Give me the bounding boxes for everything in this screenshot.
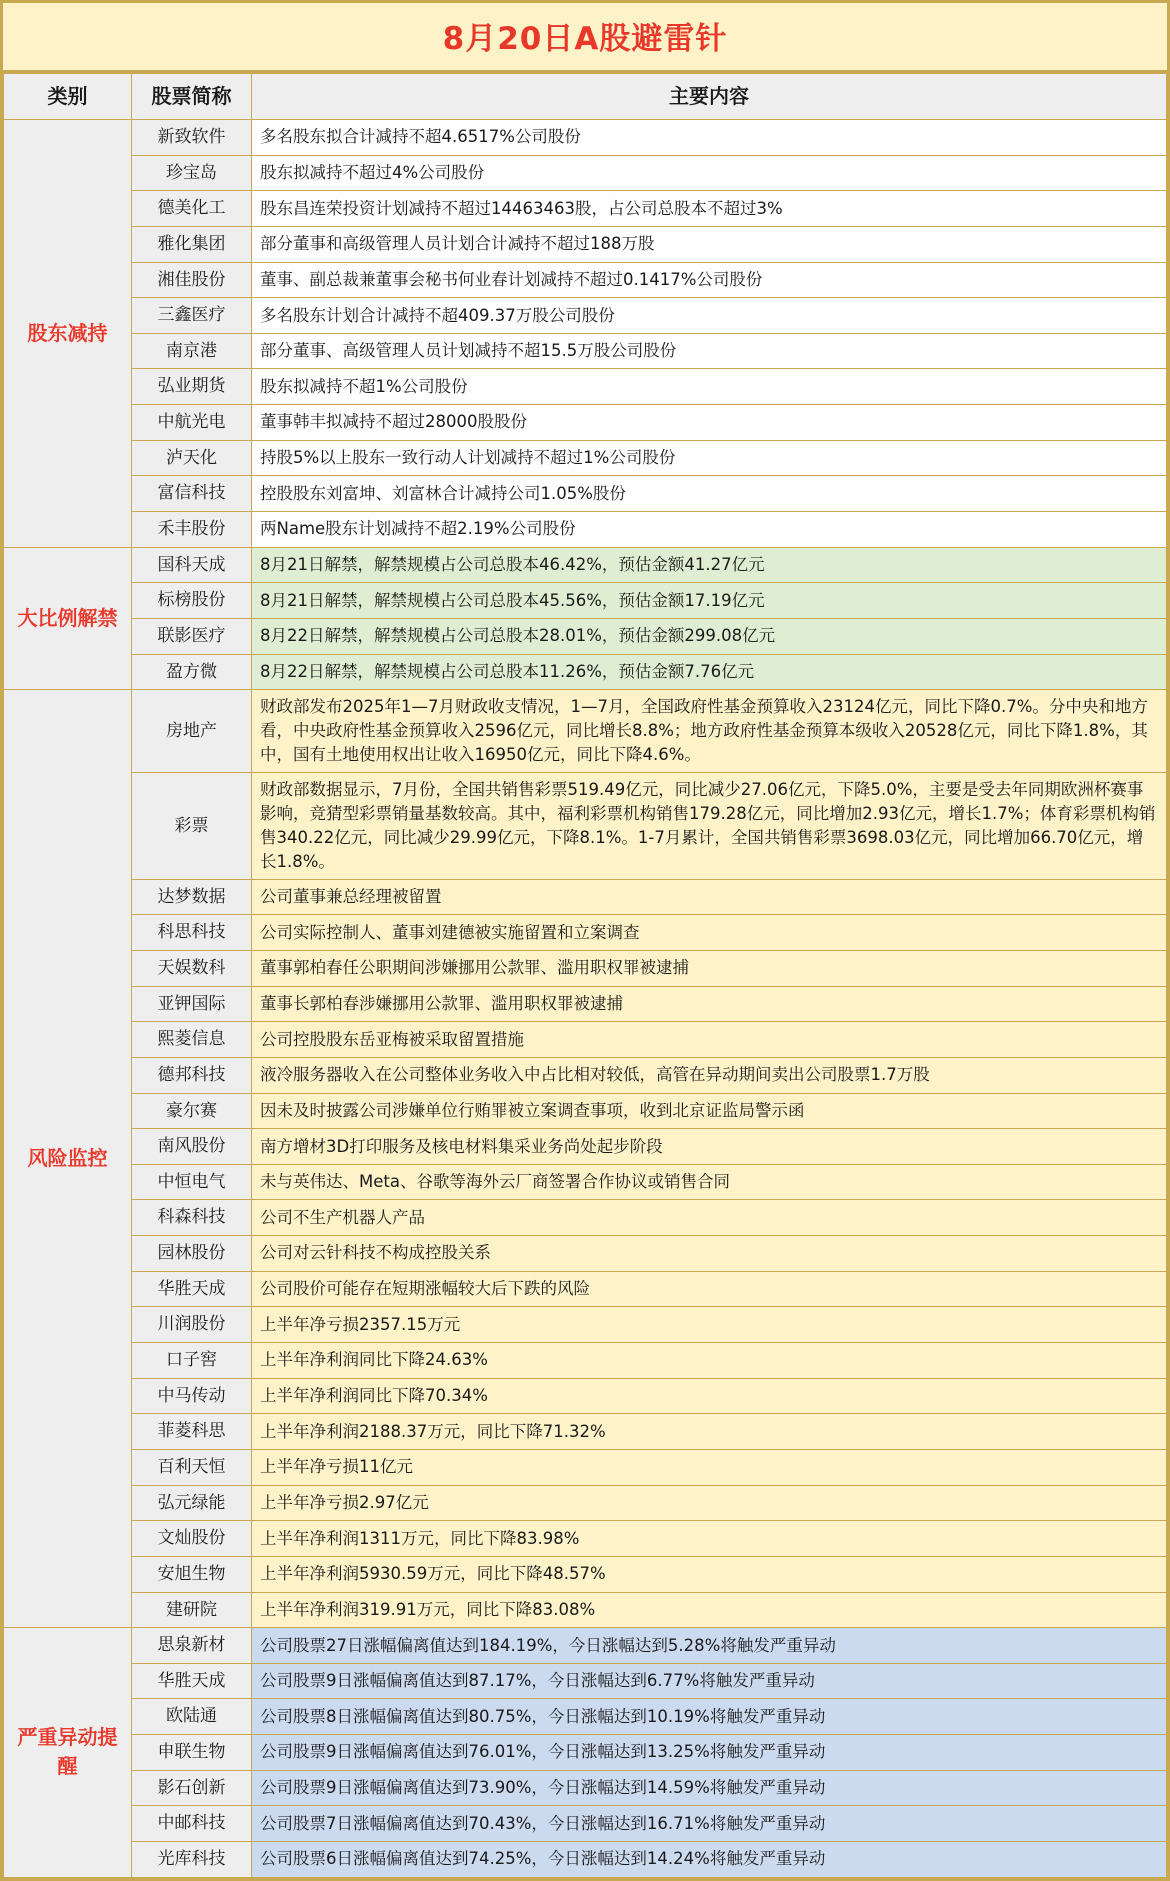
content-cell: 8月21日解禁，解禁规模占公司总股本45.56%，预估金额17.19亿元 — [252, 583, 1167, 619]
table-row — [4, 120, 1167, 156]
content-cell: 公司股票27日涨幅偏离值达到184.19%，今日涨幅达到5.28%将触发严重异动 — [252, 1628, 1167, 1664]
table-row — [4, 1485, 1167, 1521]
table-row — [4, 369, 1167, 405]
table-row — [4, 1271, 1167, 1307]
content-cell: 上半年净利润同比下降70.34% — [252, 1378, 1167, 1414]
risk-alert-table — [3, 73, 1167, 1878]
table-body — [4, 120, 1167, 1878]
content-cell: 持股5%以上股东一致行动人计划减持不超过1%公司股份 — [252, 440, 1167, 476]
stock-name-cell: 欧陆通 — [132, 1699, 252, 1735]
table-row — [4, 1628, 1167, 1664]
stock-name-cell: 建研院 — [132, 1592, 252, 1628]
table-row — [4, 226, 1167, 262]
stock-name-cell: 中邮科技 — [132, 1806, 252, 1842]
stock-name-cell: 百利天恒 — [132, 1449, 252, 1485]
stock-name-cell: 华胜天成 — [132, 1271, 252, 1307]
content-cell: 公司董事兼总经理被留置 — [252, 879, 1167, 915]
content-cell: 董事长郭柏春涉嫌挪用公款罪、滥用职权罪被逮捕 — [252, 986, 1167, 1022]
page-title-bar — [3, 3, 1167, 73]
stock-name-cell: 德美化工 — [132, 191, 252, 227]
stock-name-cell: 德邦科技 — [132, 1057, 252, 1093]
content-cell: 南方增材3D打印服务及核电材料集采业务尚处起步阶段 — [252, 1129, 1167, 1165]
table-row — [4, 1699, 1167, 1735]
stock-name-cell: 川润股份 — [132, 1307, 252, 1343]
content-cell: 公司不生产机器人产品 — [252, 1200, 1167, 1236]
table-row — [4, 1842, 1167, 1878]
stock-name-cell: 禾丰股份 — [132, 512, 252, 548]
table-row — [4, 1022, 1167, 1058]
table-row — [4, 583, 1167, 619]
stock-name-cell: 新致软件 — [132, 120, 252, 156]
content-cell: 8月22日解禁，解禁规模占公司总股本11.26%，预估金额7.76亿元 — [252, 654, 1167, 690]
table-row — [4, 405, 1167, 441]
stock-name-cell: 南风股份 — [132, 1129, 252, 1165]
table-row — [4, 512, 1167, 548]
content-cell: 液冷服务器收入在公司整体业务收入中占比相对较低，高管在异动期间卖出公司股票1.7万股 — [252, 1057, 1167, 1093]
stock-name-cell: 熙菱信息 — [132, 1022, 252, 1058]
table-row — [4, 950, 1167, 986]
content-cell: 多名股东计划合计减持不超409.37万股公司股份 — [252, 298, 1167, 334]
stock-name-cell: 天娱数科 — [132, 950, 252, 986]
stock-name-cell: 湘佳股份 — [132, 262, 252, 298]
column-header-content: 主要内容 — [252, 74, 1167, 120]
stock-name-cell: 泸天化 — [132, 440, 252, 476]
stock-name-cell: 光库科技 — [132, 1842, 252, 1878]
table-row — [4, 1414, 1167, 1450]
content-cell: 财政部数据显示，7月份，全国共销售彩票519.49亿元，同比减少27.06亿元，下降5.0%，主要是受去年同期欧洲杯赛事影响，竞猜型彩票销量基数较高。其中，福利彩票机构销售179.28亿元，同比增加2.93亿元，增长1.7%；体育彩票机构销售340.22亿元，同比减少29.99亿元，下降8.1%。1-7月累计，全国共销售彩票3698.03亿元，同比增加66.70亿元，增长1.8%。 — [252, 773, 1167, 880]
category-cell: 风险监控 — [4, 690, 132, 1628]
content-cell: 董事韩丰拟减持不超过28000股股份 — [252, 405, 1167, 441]
content-cell: 董事郭柏春任公职期间涉嫌挪用公款罪、滥用职权罪被逮捕 — [252, 950, 1167, 986]
table-row — [4, 1663, 1167, 1699]
content-cell: 公司控股股东岳亚梅被采取留置措施 — [252, 1022, 1167, 1058]
stock-name-cell: 弘元绿能 — [132, 1485, 252, 1521]
content-cell: 8月22日解禁，解禁规模占公司总股本28.01%，预估金额299.08亿元 — [252, 618, 1167, 654]
content-cell: 财政部发布2025年1—7月财政收支情况，1—7月，全国政府性基金预算收入23124亿元，同比下降0.7%。分中央和地方看，中央政府性基金预算收入2596亿元，同比增长8.8%；地方政府性基金预算本级收入20528亿元，同比下降1.8%，其中，国有土地使用权出让收入16950亿元，同比下降4.6%。 — [252, 690, 1167, 773]
table-row — [4, 155, 1167, 191]
table-row — [4, 547, 1167, 583]
stock-name-cell: 盈方微 — [132, 654, 252, 690]
stock-name-cell: 申联生物 — [132, 1735, 252, 1771]
content-cell: 多名股东拟合计减持不超4.6517%公司股份 — [252, 120, 1167, 156]
stock-name-cell: 口子窖 — [132, 1343, 252, 1379]
content-cell: 部分董事和高级管理人员计划合计减持不超过188万股 — [252, 226, 1167, 262]
content-cell: 上半年净利润同比下降24.63% — [252, 1343, 1167, 1379]
table-row — [4, 1236, 1167, 1272]
stock-name-cell: 菲菱科思 — [132, 1414, 252, 1450]
stock-name-cell: 科思科技 — [132, 915, 252, 951]
table-row — [4, 654, 1167, 690]
content-cell: 上半年净亏损2357.15万元 — [252, 1307, 1167, 1343]
stock-name-cell: 华胜天成 — [132, 1663, 252, 1699]
table-row — [4, 1770, 1167, 1806]
content-cell: 公司股票6日涨幅偏离值达到74.25%，今日涨幅达到14.24%将触发严重异动 — [252, 1842, 1167, 1878]
content-cell: 董事、副总裁兼董事会秘书何业春计划减持不超过0.1417%公司股份 — [252, 262, 1167, 298]
content-cell: 上半年净利润1311万元，同比下降83.98% — [252, 1521, 1167, 1557]
table-row — [4, 1735, 1167, 1771]
stock-name-cell: 安旭生物 — [132, 1556, 252, 1592]
content-cell: 控股股东刘富坤、刘富林合计减持公司1.05%股份 — [252, 476, 1167, 512]
stock-name-cell: 园林股份 — [132, 1236, 252, 1272]
table-row — [4, 1806, 1167, 1842]
table-row — [4, 1378, 1167, 1414]
table-row — [4, 1592, 1167, 1628]
content-cell: 公司股票7日涨幅偏离值达到70.43%，今日涨幅达到16.71%将触发严重异动 — [252, 1806, 1167, 1842]
stock-name-cell: 影石创新 — [132, 1770, 252, 1806]
stock-name-cell: 彩票 — [132, 773, 252, 880]
column-header-stock: 股票简称 — [132, 74, 252, 120]
stock-name-cell: 亚钾国际 — [132, 986, 252, 1022]
content-cell: 上半年净利润2188.37万元，同比下降71.32% — [252, 1414, 1167, 1450]
stock-name-cell: 中航光电 — [132, 405, 252, 441]
table-row — [4, 915, 1167, 951]
stock-name-cell: 中恒电气 — [132, 1164, 252, 1200]
table-row — [4, 333, 1167, 369]
stock-name-cell: 思泉新材 — [132, 1628, 252, 1664]
stock-name-cell: 雅化集团 — [132, 226, 252, 262]
stock-name-cell: 文灿股份 — [132, 1521, 252, 1557]
content-cell: 公司股票9日涨幅偏离值达到76.01%，今日涨幅达到13.25%将触发严重异动 — [252, 1735, 1167, 1771]
content-cell: 部分董事、高级管理人员计划减持不超15.5万股公司股份 — [252, 333, 1167, 369]
content-cell: 公司实际控制人、董事刘建德被实施留置和立案调查 — [252, 915, 1167, 951]
table-row — [4, 1200, 1167, 1236]
content-cell: 股东拟减持不超1%公司股份 — [252, 369, 1167, 405]
content-cell: 两Name股东计划减持不超2.19%公司股份 — [252, 512, 1167, 548]
stock-name-cell: 达梦数据 — [132, 879, 252, 915]
table-row — [4, 1129, 1167, 1165]
content-cell: 股东昌连荣投资计划减持不超过14463463股，占公司总股本不超过3% — [252, 191, 1167, 227]
table-row — [4, 879, 1167, 915]
stock-name-cell: 房地产 — [132, 690, 252, 773]
stock-name-cell: 三鑫医疗 — [132, 298, 252, 334]
content-cell: 公司股票9日涨幅偏离值达到73.90%，今日涨幅达到14.59%将触发严重异动 — [252, 1770, 1167, 1806]
table-row — [4, 1057, 1167, 1093]
table-row — [4, 440, 1167, 476]
content-cell: 上半年净亏损2.97亿元 — [252, 1485, 1167, 1521]
content-cell: 公司股价可能存在短期涨幅较大后下跌的风险 — [252, 1271, 1167, 1307]
table-header-row — [4, 74, 1167, 120]
table-row — [4, 1093, 1167, 1129]
table-row — [4, 1343, 1167, 1379]
stock-name-cell: 珍宝岛 — [132, 155, 252, 191]
content-cell: 因未及时披露公司涉嫌单位行贿罪被立案调查事项，收到北京证监局警示函 — [252, 1093, 1167, 1129]
category-cell: 大比例解禁 — [4, 547, 132, 690]
stock-name-cell: 富信科技 — [132, 476, 252, 512]
table-row — [4, 1164, 1167, 1200]
table-row — [4, 1307, 1167, 1343]
content-cell: 股东拟减持不超过4%公司股份 — [252, 155, 1167, 191]
content-cell: 公司股票8日涨幅偏离值达到80.75%，今日涨幅达到10.19%将触发严重异动 — [252, 1699, 1167, 1735]
table-row — [4, 1521, 1167, 1557]
table-row — [4, 618, 1167, 654]
content-cell: 上半年净利润5930.59万元，同比下降48.57% — [252, 1556, 1167, 1592]
table-row — [4, 1449, 1167, 1485]
content-cell: 公司股票9日涨幅偏离值达到87.17%，今日涨幅达到6.77%将触发严重异动 — [252, 1663, 1167, 1699]
stock-name-cell: 联影医疗 — [132, 618, 252, 654]
category-cell: 股东减持 — [4, 120, 132, 548]
stock-name-cell: 国科天成 — [132, 547, 252, 583]
page-title: 8月20日A股避雷针 — [442, 21, 728, 57]
table-row — [4, 690, 1167, 773]
table-row — [4, 1556, 1167, 1592]
content-cell: 8月21日解禁，解禁规模占公司总股本46.42%，预估金额41.27亿元 — [252, 547, 1167, 583]
column-header-category: 类别 — [4, 74, 132, 120]
stock-name-cell: 标榜股份 — [132, 583, 252, 619]
table-row — [4, 191, 1167, 227]
category-cell: 严重异动提醒 — [4, 1628, 132, 1877]
content-cell: 上半年净利润319.91万元，同比下降83.08% — [252, 1592, 1167, 1628]
content-cell: 公司对云针科技不构成控股关系 — [252, 1236, 1167, 1272]
table-row — [4, 986, 1167, 1022]
table-row — [4, 476, 1167, 512]
stock-name-cell: 弘业期货 — [132, 369, 252, 405]
table-row — [4, 262, 1167, 298]
stock-name-cell: 南京港 — [132, 333, 252, 369]
table-row — [4, 773, 1167, 880]
stock-name-cell: 豪尔赛 — [132, 1093, 252, 1129]
content-cell: 未与英伟达、Meta、谷歌等海外云厂商签署合作协议或销售合同 — [252, 1164, 1167, 1200]
stock-name-cell: 科森科技 — [132, 1200, 252, 1236]
stock-name-cell: 中马传动 — [132, 1378, 252, 1414]
content-cell: 上半年净亏损11亿元 — [252, 1449, 1167, 1485]
table-row — [4, 298, 1167, 334]
